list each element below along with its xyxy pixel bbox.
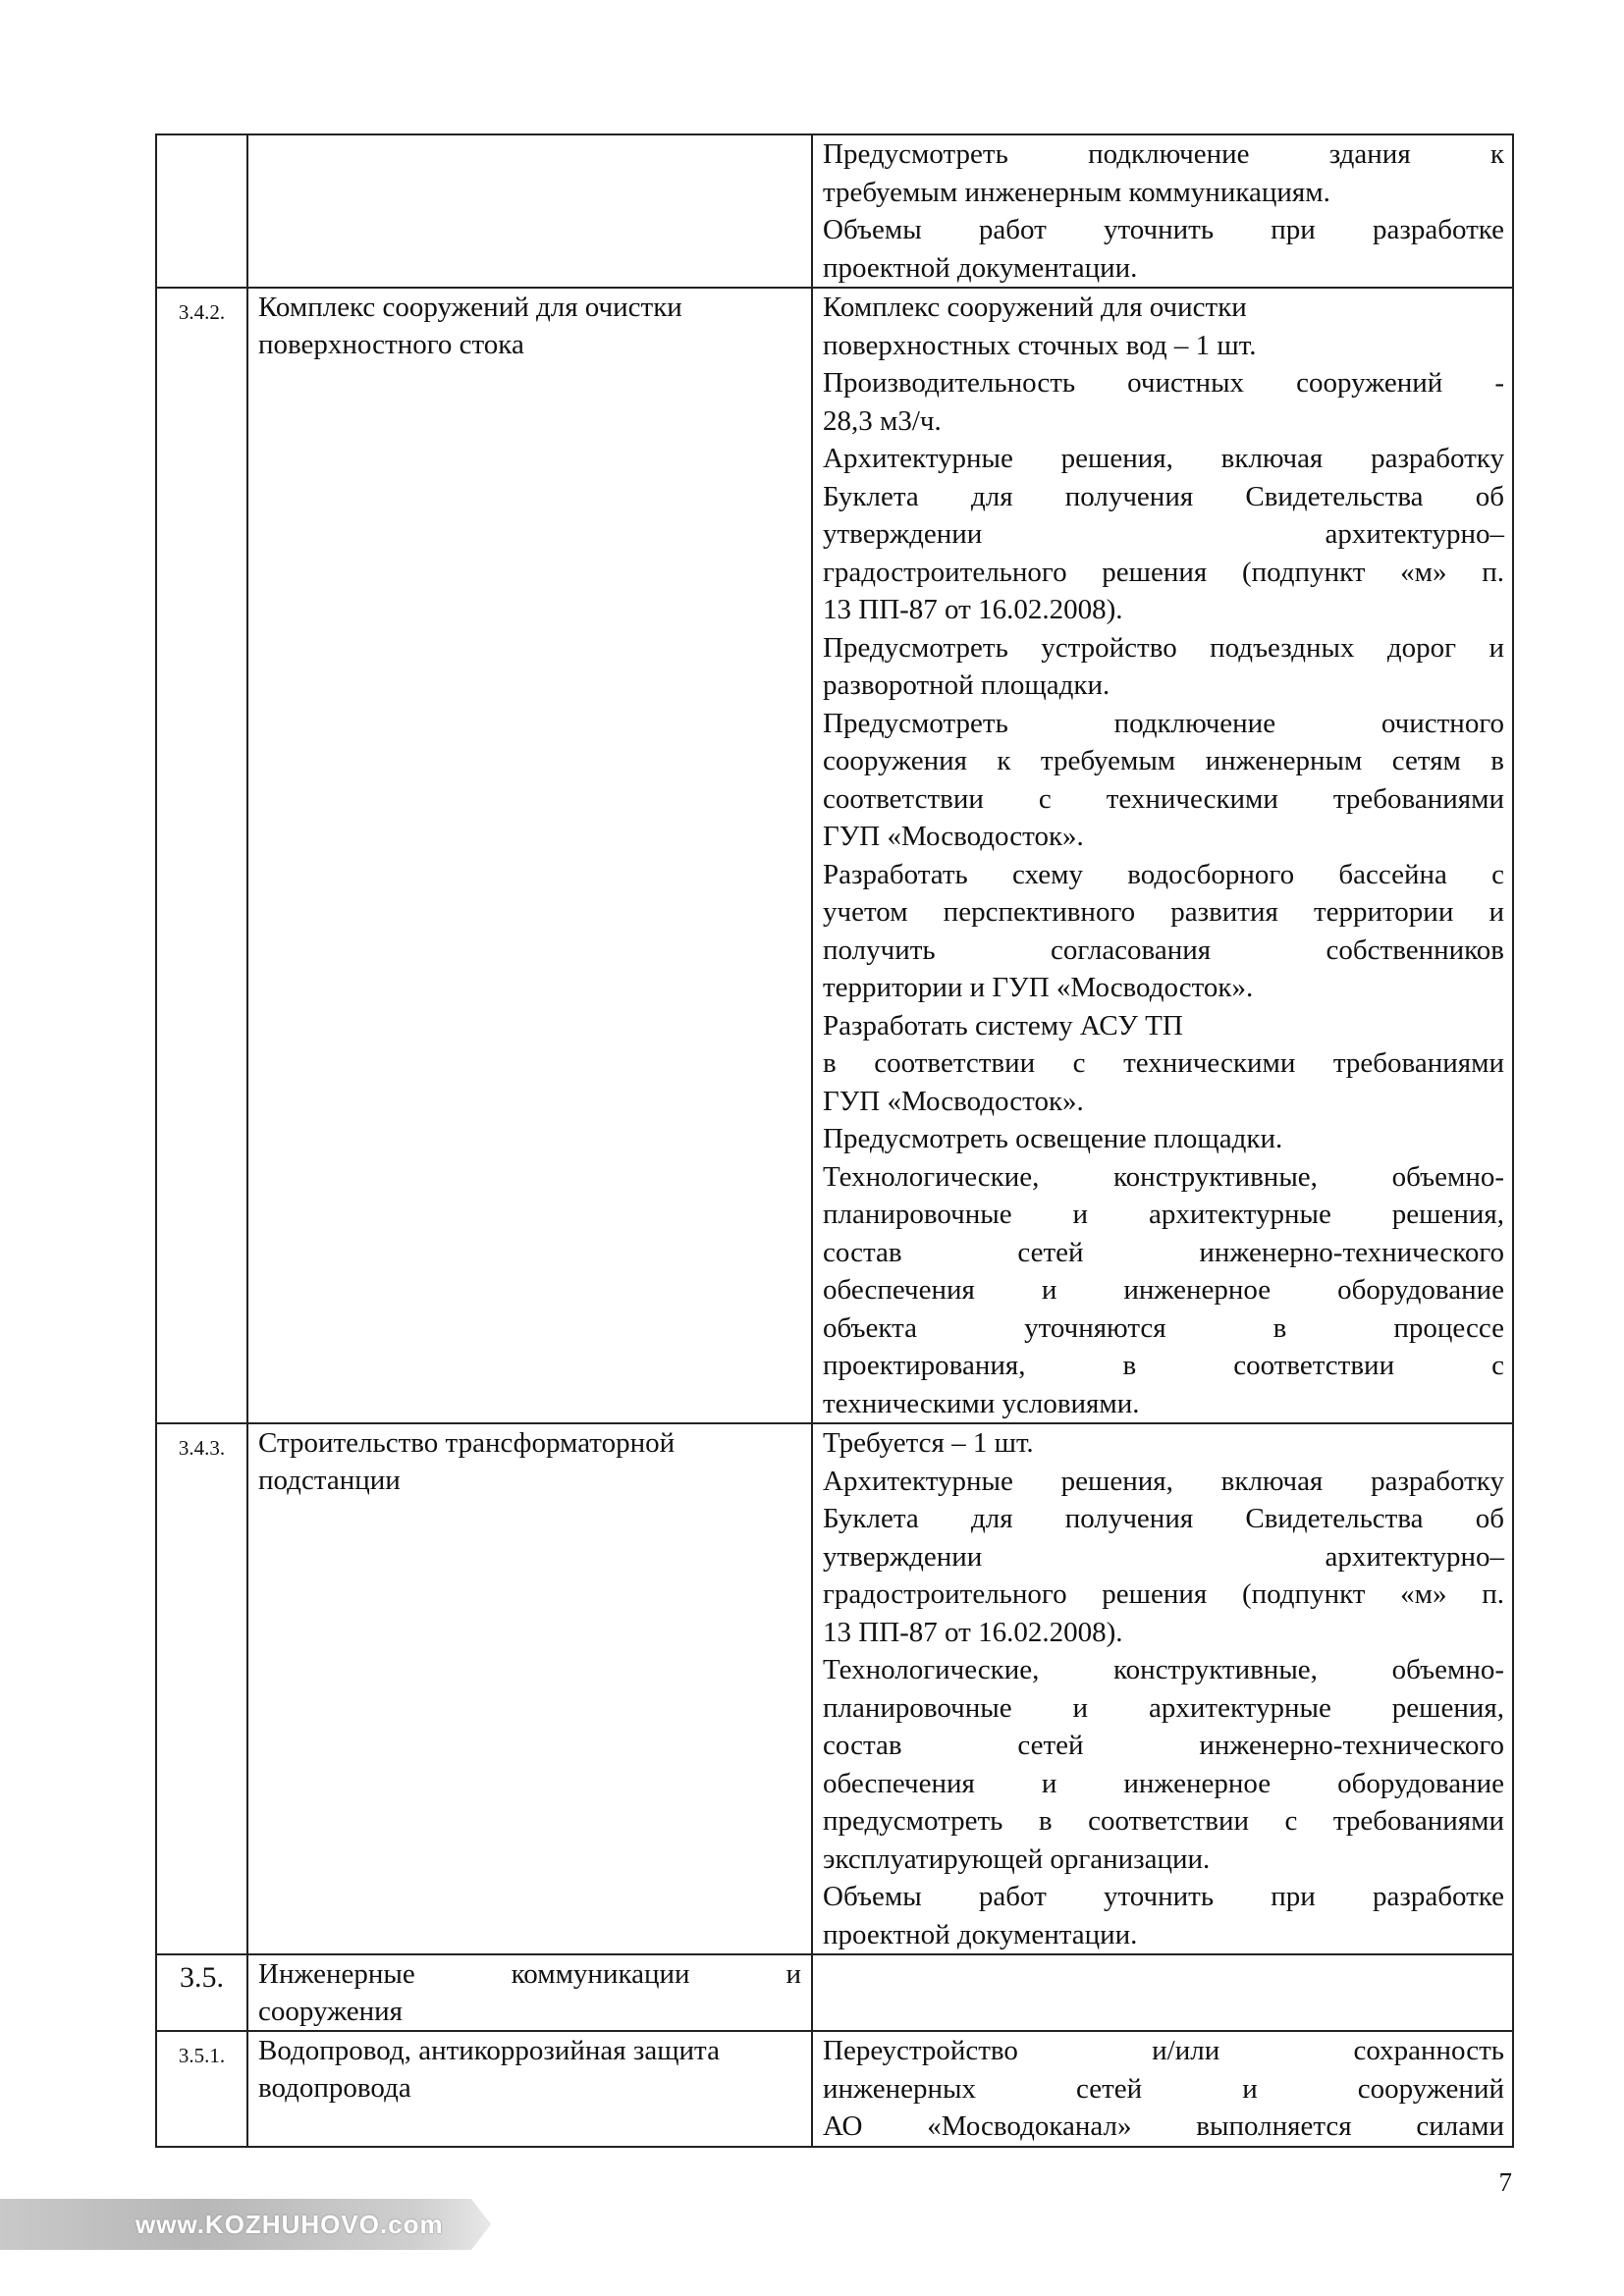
row-description bbox=[812, 134, 1513, 288]
row-name-line: водопровода bbox=[258, 2072, 411, 2104]
row-name bbox=[247, 1954, 812, 2031]
row-description bbox=[812, 1423, 1513, 1954]
description-line: состав сетей инженерно-технического bbox=[823, 1730, 1504, 1761]
requirements-table bbox=[155, 133, 1514, 2148]
description-line: 28,3 м3/ч. bbox=[823, 404, 942, 437]
description-line: Технологические, конструктивные, объемно- bbox=[823, 1160, 1504, 1193]
description-line: учетом перспективного развития территории и bbox=[823, 896, 1504, 928]
description-line: градостроительного решения (подпункт «м» п. bbox=[823, 556, 1504, 588]
table-row bbox=[156, 288, 1513, 1423]
description-line: соответствии с техническими требованиями bbox=[823, 782, 1504, 815]
description-line: проектной документации. bbox=[823, 251, 1138, 284]
description-line: утверждении архитектурно– bbox=[823, 518, 1504, 550]
row-name-line: Строительство трансформаторной bbox=[258, 1427, 676, 1459]
description-line: Объемы работ уточнить при разработке bbox=[823, 1881, 1504, 1912]
description-line: получить согласования собственников bbox=[823, 934, 1504, 966]
row-name bbox=[247, 134, 812, 288]
description-line: АО «Мосводоканал» выполняется силами bbox=[823, 2110, 1504, 2142]
page-number: 7 bbox=[1498, 2167, 1512, 2197]
row-number bbox=[156, 134, 247, 288]
row-number: 3.4.3. bbox=[156, 1423, 247, 1954]
description-line: Комплекс сооружений для очистки bbox=[823, 292, 1247, 323]
table-row bbox=[156, 1954, 1513, 2031]
row-description bbox=[812, 288, 1513, 1423]
description-line: обеспечения и инженерное оборудование bbox=[823, 1274, 1504, 1306]
description-line: Разработать схему водосборного бассейна с bbox=[823, 858, 1504, 890]
description-line: планировочные и архитектурные решения, bbox=[823, 1691, 1504, 1724]
description-line: проектной документации. bbox=[823, 1918, 1138, 1950]
description-line: Переустройство и/или сохранность bbox=[823, 2035, 1504, 2066]
row-name-line: Водопровод, антикоррозийная защита bbox=[258, 2035, 720, 2066]
description-line: Требуется – 1 шт. bbox=[823, 1427, 1034, 1459]
description-line: утверждении архитектурно– bbox=[823, 1540, 1504, 1573]
description-line: Архитектурные решения, включая разработку bbox=[823, 443, 1504, 474]
description-line: Предусмотреть устройство подъездных дорог и bbox=[823, 631, 1504, 664]
row-name bbox=[247, 2031, 812, 2147]
table-row bbox=[156, 2031, 1513, 2147]
table-row bbox=[156, 1423, 1513, 1954]
description-line: состав сетей инженерно-технического bbox=[823, 1236, 1504, 1268]
description-line: требуемым инженерным коммуникациям. bbox=[823, 176, 1330, 208]
description-line: предусмотреть в соответствии с требованиями bbox=[823, 1805, 1504, 1837]
description-line: планировочные и архитектурные решения, bbox=[823, 1199, 1504, 1230]
row-name-line: Инженерные коммуникации и bbox=[258, 1958, 801, 1990]
description-line: 13 ПП-87 от 16.02.2008). bbox=[823, 594, 1123, 625]
table-row bbox=[156, 134, 1513, 288]
description-line: ГУП «Мосводосток». bbox=[823, 1085, 1084, 1117]
description-line: градостроительного решения (подпункт «м» п. bbox=[823, 1578, 1504, 1610]
description-line: поверхностных сточных вод – 1 шт. bbox=[823, 329, 1257, 361]
row-name bbox=[247, 288, 812, 1423]
description-line: эксплуатирующей организации. bbox=[823, 1842, 1211, 1875]
description-line: инженерных сетей и сооружений bbox=[823, 2072, 1504, 2105]
row-description bbox=[812, 1954, 1513, 2031]
description-line: 13 ПП-87 от 16.02.2008). bbox=[823, 1616, 1123, 1648]
description-line: обеспечения и инженерное оборудование bbox=[823, 1767, 1504, 1799]
description-line: Буклета для получения Свидетельства об bbox=[823, 480, 1504, 512]
description-line: разворотной площадки. bbox=[823, 669, 1110, 701]
description-line: Разработать систему АСУ ТП bbox=[823, 1009, 1183, 1041]
description-line: объекта уточняются в процессе bbox=[823, 1311, 1504, 1344]
description-line: Буклета для получения Свидетельства об bbox=[823, 1503, 1504, 1534]
description-line: Объемы работ уточнить при разработке bbox=[823, 214, 1504, 245]
footer-website-link[interactable]: www.KOZHUHOVO.com bbox=[135, 2210, 444, 2239]
description-line: ГУП «Мосводосток». bbox=[823, 821, 1084, 852]
row-name-line: подстанции bbox=[258, 1465, 401, 1496]
row-number: 3.5.1. bbox=[156, 2031, 247, 2147]
description-line: Технологические, конструктивные, объемно- bbox=[823, 1654, 1504, 1685]
row-name-line: поверхностного стока bbox=[258, 329, 524, 360]
row-description bbox=[812, 2031, 1513, 2147]
description-line: территории и ГУП «Мосводосток». bbox=[823, 972, 1254, 1003]
description-line: Производительность очистных сооружений - bbox=[823, 367, 1504, 399]
description-line: техническими условиями. bbox=[823, 1387, 1140, 1419]
row-number: 3.4.2. bbox=[156, 288, 247, 1423]
description-line: Предусмотреть освещение площадки. bbox=[823, 1123, 1283, 1154]
description-line: Архитектурные решения, включая разработку bbox=[823, 1465, 1504, 1497]
row-name-line: Комплекс сооружений для очистки bbox=[258, 292, 682, 323]
description-line: сооружения к требуемым инженерным сетям в bbox=[823, 745, 1504, 776]
description-line: Предусмотреть подключение здания к bbox=[823, 138, 1504, 170]
row-name bbox=[247, 1423, 812, 1954]
description-line: в соответствии с техническими требованиями bbox=[823, 1047, 1504, 1079]
description-line: проектирования, в соответствии с bbox=[823, 1350, 1504, 1381]
row-name-line: сооружения bbox=[258, 1996, 404, 2027]
description-line: Предусмотреть подключение очистного bbox=[823, 707, 1504, 739]
row-number: 3.5. bbox=[156, 1954, 247, 2031]
